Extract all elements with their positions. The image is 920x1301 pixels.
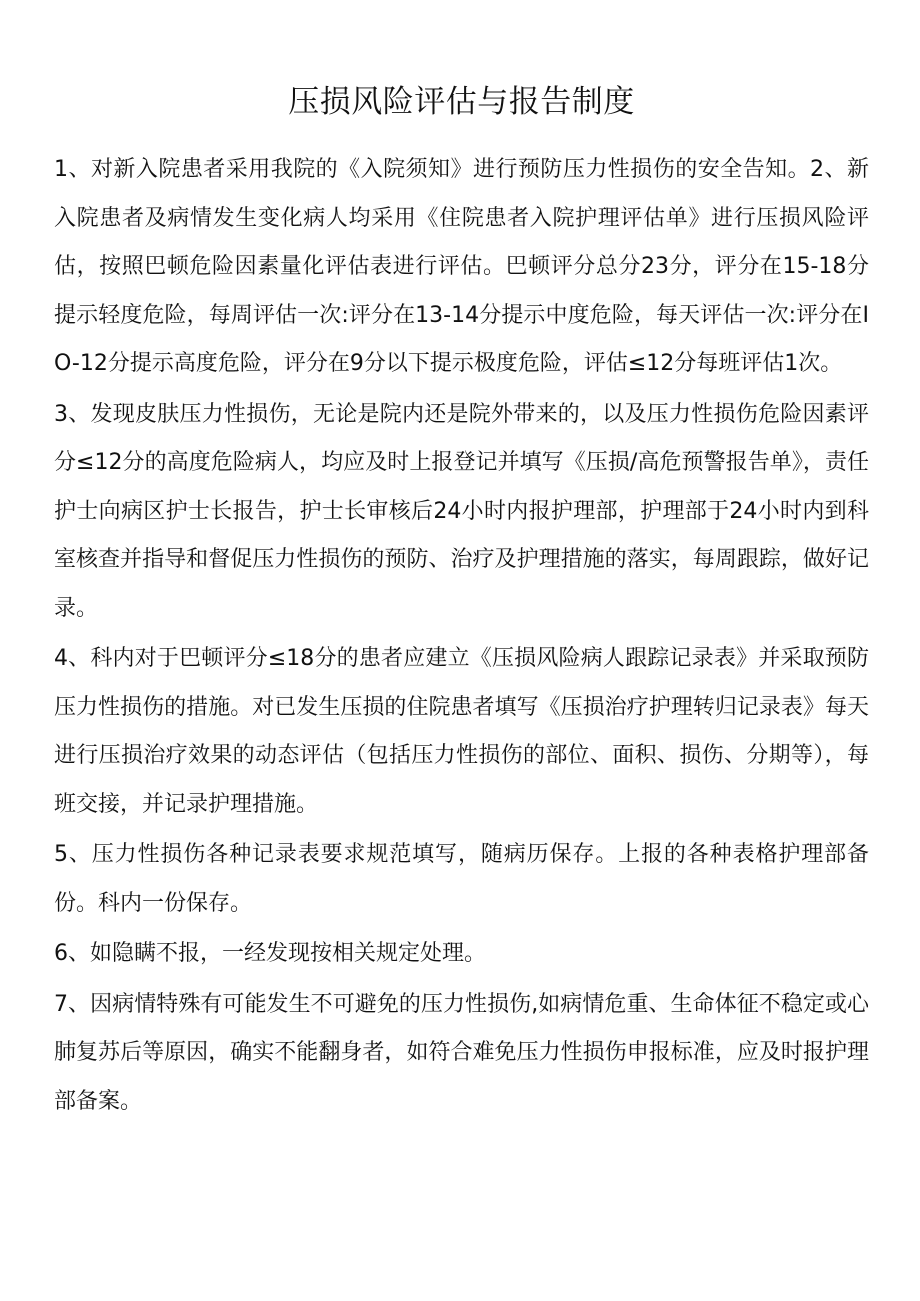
paragraph-4: 4、科内对于巴顿评分≤18分的患者应建立《压损风险病人跟踪记录表》并采取预防压力性损伤的措施。对已发生压损的住院患者填写《压损治疗护理转归记录表》每天进行压损治疗效果的动态评估（包括压力性损伤的部位、面积、损伤、分期等），每班交接，并记录护理措施。 <box>54 646 869 817</box>
paragraph-1-2: 1、对新入院患者采用我院的《入院须知》进行预防压力性损伤的安全告知。2、新入院患者及病情发生变化病人均采用《住院患者入院护理评估单》进行压损风险评估，按照巴顿危险因素量化评估表进行评估。巴顿评分总分23分，评分在15-18分提示轻度危险，每周评估一次:评分在13-14分提示中度危险，每天评估一次:评分在IO-12分提示高度危险，评分在9分以下提示极度危险，评估≤12分每班评估1次。 <box>54 157 869 376</box>
paragraph-5: 5、压力性损伤各种记录表要求规范填写，随病历保存。上报的各种表格护理部备份。科内一份保存。 <box>54 842 869 916</box>
paragraph-7: 7、因病情特殊有可能发生不可避免的压力性损伤,如病情危重、生命体征不稳定或心肺复苏后等原因，确实不能翻身者，如符合难免压力性损伤申报标准，应及时报护理部备案。 <box>54 991 869 1114</box>
paragraph-3: 3、发现皮肤压力性损伤，无论是院内还是院外带来的，以及压力性损伤危险因素评分≤12分的高度危险病人，均应及时上报登记并填写《压损/高危预警报告单》，责任护士向病区护士长报告，护士长审核后24小时内报护理部，护理部于24小时内到科室核查并指导和督促压力性损伤的预防、治疗及护理措施的落实，每周跟踪，做好记录。 <box>54 401 869 621</box>
paragraph-6: 6、如隐瞒不报，一经发现按相关规定处理。 <box>54 941 486 966</box>
document-title: 压损风险评估与报告制度 <box>288 84 635 120</box>
document-page <box>54 80 869 1128</box>
